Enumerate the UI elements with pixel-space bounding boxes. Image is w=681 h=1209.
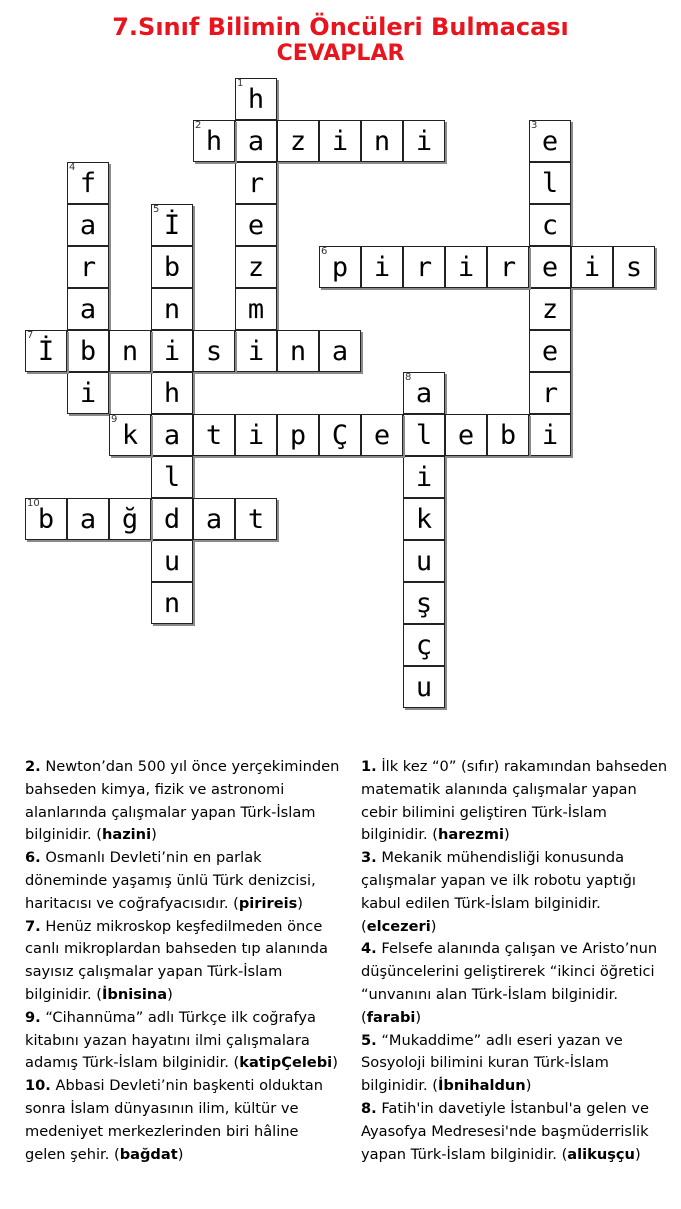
clue-answer: elcezeri xyxy=(366,917,431,935)
crossword-cell[interactable]: c xyxy=(529,204,571,246)
clue-item xyxy=(361,938,671,1029)
clue-item xyxy=(361,1030,671,1098)
clue-text: Mekanik mühendisliği konusunda çalışmalar yapan ve ilk robotu yaptığı kabul edilen Türk-İslam bilginidir. ( xyxy=(361,849,636,935)
clue-answer: harezmi xyxy=(437,826,504,844)
clue-answer: bağdat xyxy=(119,1145,178,1163)
crossword-cell[interactable]: a xyxy=(193,498,235,540)
crossword-cell[interactable]: m xyxy=(235,288,277,330)
crossword-cell[interactable]: l xyxy=(529,162,571,204)
crossword-cell[interactable]: b xyxy=(487,414,529,456)
crossword-cell[interactable]: i xyxy=(529,414,571,456)
clue-number-label: 6 xyxy=(321,246,328,257)
crossword-cell[interactable]: i xyxy=(319,120,361,162)
clue-text: Henüz mikroskop keşfedilmeden önce canlı mikroplardan bahseden tıp alanında sayısız çalışmalar yapan Türk-İslam bilginidir. ( xyxy=(25,917,328,1003)
crossword-cell[interactable]: e xyxy=(361,414,403,456)
crossword-cell[interactable]: e xyxy=(529,246,571,288)
crossword-cell[interactable]: n xyxy=(151,288,193,330)
clue-item xyxy=(25,1007,343,1075)
crossword-cell[interactable]: e xyxy=(445,414,487,456)
clue-answer: alikuşçu xyxy=(567,1145,635,1163)
clue-number: 4. xyxy=(361,940,377,958)
crossword-cell[interactable]: t xyxy=(235,498,277,540)
clue-item xyxy=(25,756,343,847)
crossword-cell[interactable]: ş xyxy=(403,582,445,624)
crossword-cell[interactable]: a xyxy=(151,414,193,456)
clue-number-label: 2 xyxy=(195,120,202,131)
crossword-cell[interactable]: i xyxy=(403,120,445,162)
clue-item xyxy=(361,1098,671,1166)
crossword-cell[interactable]: z xyxy=(277,120,319,162)
clue-number: 5. xyxy=(361,1031,377,1049)
crossword-cell[interactable]: s xyxy=(193,330,235,372)
crossword-cell[interactable]: l xyxy=(151,456,193,498)
clue-text: Felsefe alanında çalışan ve Aristo’nun düşüncelerini geliştirerek “ikinci öğretici “unvanını alan Türk-İslam bilginidir. ( xyxy=(361,940,658,1026)
clue-number-label: 10 xyxy=(27,498,40,509)
crossword-cell[interactable]: r xyxy=(235,162,277,204)
clue-number-label: 9 xyxy=(111,414,118,425)
clue-text: Osmanlı Devleti’nin en parlak döneminde yaşamış ünlü Türk denizcisi, haritacısı ve coğrafyacısıdır. ( xyxy=(25,849,316,912)
crossword-cell[interactable]: i xyxy=(235,414,277,456)
crossword-cell[interactable]: ğ xyxy=(109,498,151,540)
crossword-cell[interactable]: i xyxy=(361,246,403,288)
clue-item xyxy=(25,916,343,1007)
clue-answer: İbnihaldun xyxy=(437,1077,526,1095)
clue-close: ) xyxy=(504,826,510,844)
clue-text: “Cihannüma” adlı Türkçe ilk coğrafya kitabını yazan hayatını ilmi çalışmalara adamış Türk-İslam bilginidir. ( xyxy=(25,1008,316,1072)
crossword-cell[interactable]: u xyxy=(403,666,445,708)
crossword-cell[interactable]: e xyxy=(529,330,571,372)
page-subtitle: CEVAPLAR xyxy=(276,41,405,66)
crossword-cell[interactable]: b xyxy=(67,330,109,372)
clue-item xyxy=(361,756,671,847)
clue-text: İlk kez “0” (sıfır) rakamından bahseden matematik alanında çalışmalar yapan cebir bilimini geliştiren Türk-İslam bilginidir. ( xyxy=(361,758,668,844)
clue-answer: katipÇelebi xyxy=(239,1054,333,1072)
clue-text: Fatih'in davetiyle İstanbul'a gelen ve Ayasofya Medresesi'nde başmüderrislik yapan Türk-İslam bilginidir. ( xyxy=(361,1099,649,1163)
crossword-cell[interactable]: i xyxy=(151,330,193,372)
crossword-cell[interactable]: h xyxy=(151,372,193,414)
crossword-cell[interactable]: a xyxy=(67,204,109,246)
crossword-cell[interactable]: Ç xyxy=(319,414,361,456)
clue-number: 10. xyxy=(25,1077,51,1095)
clue-close: ) xyxy=(332,1054,338,1072)
clue-answer: hazini xyxy=(101,826,152,844)
clue-number: 6. xyxy=(25,849,41,867)
clue-close: ) xyxy=(167,985,173,1003)
clue-close: ) xyxy=(525,1077,532,1095)
crossword-cell[interactable]: u xyxy=(403,540,445,582)
crossword-cell[interactable]: ç xyxy=(403,624,445,666)
clue-number-label: 5 xyxy=(153,204,160,215)
clues-right-column xyxy=(361,756,671,1166)
crossword-cell[interactable]: b xyxy=(25,498,67,540)
crossword-cell[interactable]: t xyxy=(193,414,235,456)
crossword-cell[interactable]: h xyxy=(235,78,277,120)
crossword-cell[interactable]: n xyxy=(109,330,151,372)
crossword-cell[interactable]: p xyxy=(319,246,361,288)
crossword-cell[interactable]: a xyxy=(235,120,277,162)
clue-number: 8. xyxy=(361,1099,377,1117)
crossword-cell[interactable]: a xyxy=(67,498,109,540)
clue-item xyxy=(25,847,343,915)
clue-close: ) xyxy=(430,917,437,935)
crossword-cell[interactable]: r xyxy=(487,246,529,288)
clues-left-column xyxy=(25,756,343,1166)
crossword-cell[interactable]: b xyxy=(151,246,193,288)
crossword-cell[interactable]: a xyxy=(403,372,445,414)
crossword-cell[interactable]: h xyxy=(193,120,235,162)
crossword-cell[interactable]: f xyxy=(67,162,109,204)
crossword-cell[interactable]: d xyxy=(151,498,193,540)
clue-number: 3. xyxy=(361,849,377,867)
crossword-cell[interactable]: k xyxy=(109,414,151,456)
clue-text: Newton’dan 500 yıl önce yerçekiminden bahseden kimya, fizik ve astronomi alanlarında çalışmalar yapan Türk-İslam bilginidir. ( xyxy=(25,758,340,844)
crossword-cell[interactable]: r xyxy=(67,246,109,288)
crossword-cell[interactable]: i xyxy=(403,456,445,498)
crossword-cell[interactable]: z xyxy=(235,246,277,288)
crossword-cell[interactable]: İ xyxy=(25,330,67,372)
clue-number-label: 8 xyxy=(405,372,412,383)
clue-item xyxy=(25,1075,343,1166)
crossword-cell[interactable]: i xyxy=(445,246,487,288)
clue-number: 2. xyxy=(25,758,41,775)
clue-number: 9. xyxy=(25,1008,41,1026)
crossword-cell[interactable]: r xyxy=(529,372,571,414)
crossword-cell[interactable]: s xyxy=(613,246,655,288)
crossword-cell[interactable]: e xyxy=(529,120,571,162)
crossword-cell[interactable]: a xyxy=(67,288,109,330)
clue-number-label: 7 xyxy=(27,330,34,341)
clue-close: ) xyxy=(297,894,303,912)
clue-number: 1. xyxy=(361,758,377,775)
crossword-cell[interactable]: n xyxy=(277,330,319,372)
crossword-cell[interactable]: k xyxy=(403,498,445,540)
crossword-cell[interactable]: u xyxy=(151,540,193,582)
clue-answer: pirireis xyxy=(238,894,298,912)
clue-number-label: 3 xyxy=(531,120,538,131)
crossword-cell[interactable]: a xyxy=(319,330,361,372)
crossword-cell[interactable]: İ xyxy=(151,204,193,246)
clue-number-label: 4 xyxy=(69,162,76,173)
clue-item xyxy=(361,847,671,938)
crossword-cell[interactable]: i xyxy=(235,330,277,372)
clue-answer: İbnisina xyxy=(101,985,168,1003)
crossword-cell[interactable]: i xyxy=(571,246,613,288)
clue-answer: farabi xyxy=(366,1008,416,1026)
clue-number: 7. xyxy=(25,917,41,935)
crossword-cell[interactable]: e xyxy=(235,204,277,246)
crossword-cell[interactable]: n xyxy=(361,120,403,162)
clue-close: ) xyxy=(177,1145,184,1163)
clue-close: ) xyxy=(151,826,157,844)
clue-close: ) xyxy=(415,1008,422,1026)
crossword-cell[interactable]: n xyxy=(151,582,193,624)
clue-number-label: 1 xyxy=(237,78,244,89)
clue-close: ) xyxy=(634,1145,641,1163)
crossword-cell[interactable]: p xyxy=(277,414,319,456)
clue-text: Abbasi Devleti’nin başkenti olduktan sonra İslam dünyasının ilim, kültür ve medeniyet merkezlerinden biri hâline gelen şehir. ( xyxy=(25,1077,323,1163)
clue-text: “Mukaddime” adlı eseri yazan ve Sosyoloji bilimini kuran Türk-İslam bilginidir. ( xyxy=(361,1031,623,1095)
crossword-cell[interactable]: z xyxy=(529,288,571,330)
page-title: 7.Sınıf Bilimin Öncüleri Bulmacası xyxy=(112,13,569,41)
crossword-cell[interactable]: i xyxy=(67,372,109,414)
crossword-cell[interactable]: r xyxy=(403,246,445,288)
crossword-cell[interactable]: l xyxy=(403,414,445,456)
